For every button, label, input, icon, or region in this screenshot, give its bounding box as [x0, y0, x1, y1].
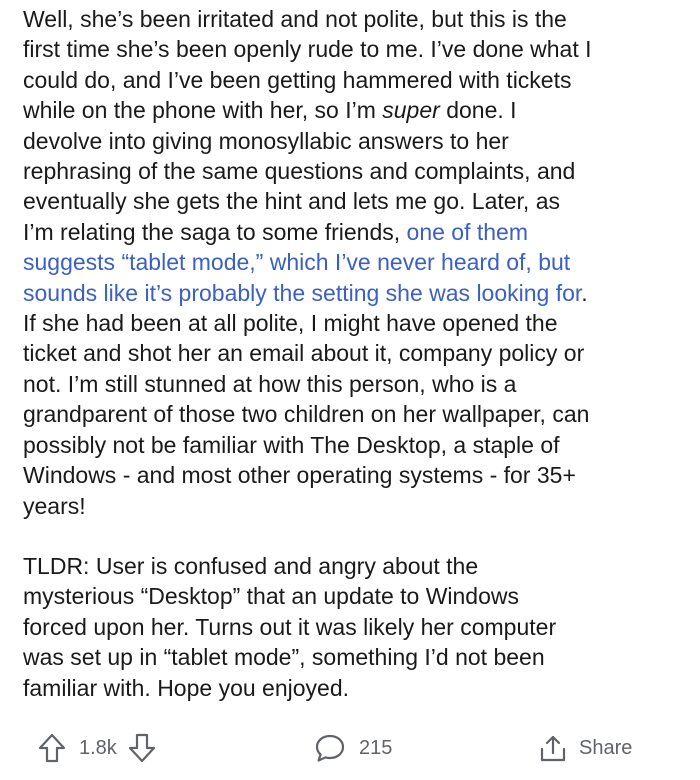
text-segment: while on the phone with her, so I’m	[23, 97, 383, 124]
vote-count: 1.8k	[79, 736, 117, 759]
text-segment: .	[581, 279, 588, 306]
text-line: years!	[23, 492, 86, 519]
comment-count: 215	[359, 736, 393, 759]
post-action-bar	[0, 728, 700, 768]
text-line: familiar with. Hope you enjoyed.	[23, 674, 349, 701]
text-line: could do, and I’ve been getting hammered with tickets	[23, 66, 572, 93]
text-line	[23, 278, 693, 308]
text-line: eventually she gets the hint and lets me go. Later, as	[23, 188, 561, 215]
inline-link[interactable]: one of them	[406, 218, 528, 245]
paragraph-2	[23, 551, 693, 703]
text-line: not. I’m still stunned at how this person, who is a	[23, 370, 517, 397]
inline-link[interactable]: suggests “tablet mode,” which I’ve never heard of, but	[23, 249, 571, 276]
share-label: Share	[579, 736, 633, 759]
vote-group	[38, 728, 156, 768]
text-line: grandparent of those two children on her wallpaper, can	[23, 401, 590, 428]
text-line: ticket and shot her an email about it, company policy or	[23, 340, 585, 367]
text-segment: I’m relating the saga to some friends,	[23, 218, 407, 245]
post-body	[23, 4, 693, 703]
text-line	[23, 217, 693, 247]
arrow-up-icon[interactable]	[38, 733, 66, 763]
inline-link[interactable]: sounds like it’s probably the setting she was looking for	[23, 279, 582, 306]
text-line: forced upon her. Turns out it was likely her computer	[23, 613, 557, 640]
italic-text: super	[382, 97, 440, 124]
share-icon	[538, 733, 568, 763]
text-line: rephrasing of the same questions and complaints, and	[23, 158, 576, 185]
text-line: was set up in “tablet mode”, something I’d not been	[23, 644, 545, 671]
comments-button[interactable]	[314, 728, 392, 768]
text-segment: done. I	[439, 97, 517, 124]
text-line: If she had been at all polite, I might have opened the	[23, 310, 558, 337]
text-line: TLDR: User is confused and angry about the	[23, 552, 479, 579]
arrow-down-icon[interactable]	[128, 733, 156, 763]
text-line	[23, 95, 693, 125]
share-button[interactable]	[538, 728, 632, 768]
text-line: devolve into giving monosyllabic answers to her	[23, 127, 509, 154]
text-line: mysterious “Desktop” that an update to Windows	[23, 583, 520, 610]
text-line: Well, she’s been irritated and not polite, but this is the	[23, 6, 567, 32]
paragraph-1	[23, 4, 693, 521]
text-line: possibly not be familiar with The Desktop, a staple of	[23, 431, 560, 458]
text-line: first time she’s been openly rude to me. I’ve done what I	[23, 36, 592, 63]
text-line: Windows - and most other operating systems - for 35+	[23, 462, 576, 489]
speech-bubble-icon	[314, 733, 346, 763]
paragraph-spacer	[23, 521, 693, 551]
